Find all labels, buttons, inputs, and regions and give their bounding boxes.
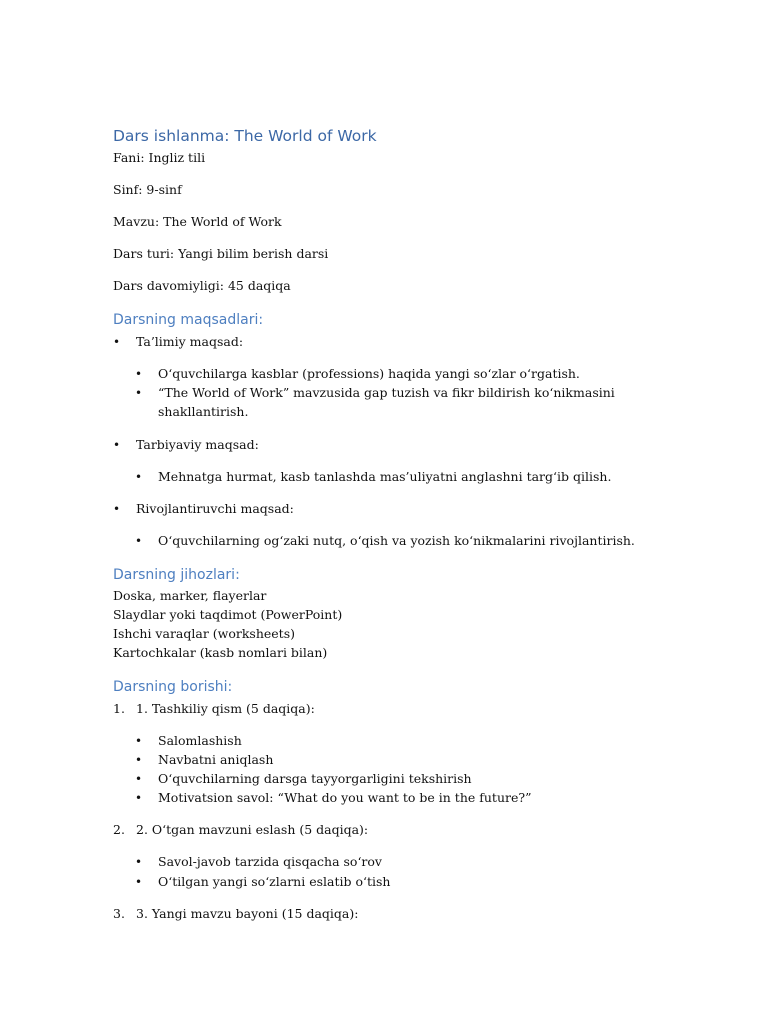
list-item: “The World of Work” mavzusida gap tuzish va fikr bildirish ko‘nikmasini [158,385,615,400]
equipment-item: Kartochkalar (kasb nomlari bilan) [113,645,328,660]
step-number: 3. [113,906,125,921]
list-item: Navbatni aniqlash [158,752,274,767]
step-label: 3. Yangi mavzu bayoni (15 daqiqa): [136,906,359,921]
bullet-icon: • [135,855,143,869]
meta-subject: Fani: Ingliz tili [113,150,206,165]
bullet-icon: • [135,367,143,381]
list-item: Motivatsion savol: “What do you want to be in the future?” [158,790,532,805]
document-title: Dars ishlanma: The World of Work [113,127,377,145]
list-item: Salomlashish [158,733,242,748]
equipment-item: Slaydlar yoki taqdimot (PowerPoint) [113,607,343,622]
objective-label-upbringing: Tarbiyaviy maqsad: [136,437,259,452]
meta-grade: Sinf: 9-sinf [113,182,182,197]
list-item: O‘quvchilarning darsga tayyorgarligini tekshirish [158,771,472,786]
bullet-icon: • [135,470,143,484]
meta-topic: Mavzu: The World of Work [113,214,282,229]
bullet-icon: • [135,875,143,889]
bullet-icon: • [135,386,143,400]
step-label: 1. Tashkiliy qism (5 daqiqa): [136,701,315,716]
meta-duration: Dars davomiyligi: 45 daqiqa [113,278,291,293]
step-number: 1. [113,701,125,716]
meta-lesson-type: Dars turi: Yangi bilim berish darsi [113,246,329,261]
list-item: O‘tilgan yangi so‘zlarni eslatib o‘tish [158,874,391,889]
bullet-icon: • [135,734,143,748]
list-item-continuation: shakllantirish. [158,404,249,419]
objective-label-educational: Ta’limiy maqsad: [136,334,244,349]
bullet-icon: • [135,534,143,548]
list-item: Mehnatga hurmat, kasb tanlashda mas’uliyatni anglashni targ‘ib qilish. [158,469,612,484]
equipment-heading: Darsning jihozlari: [113,567,240,583]
equipment-item: Ishchi varaqlar (worksheets) [113,626,295,641]
bullet-icon: • [135,753,143,767]
bullet-icon: • [113,438,121,452]
step-number: 2. [113,822,125,837]
objectives-heading: Darsning maqsadlari: [113,312,264,328]
list-item: O‘quvchilarga kasblar (professions) haqida yangi so‘zlar o‘rgatish. [158,366,580,381]
bullet-icon: • [113,335,121,349]
objective-label-developmental: Rivojlantiruvchi maqsad: [136,501,294,516]
bullet-icon: • [113,502,121,516]
bullet-icon: • [135,791,143,805]
step-label: 2. O‘tgan mavzuni eslash (5 daqiqa): [136,822,369,837]
list-item: O‘quvchilarning og‘zaki nutq, o‘qish va yozish ko‘nikmalarini rivojlantirish. [158,533,635,548]
equipment-item: Doska, marker, flayerlar [113,588,267,603]
procedure-heading: Darsning borishi: [113,679,233,695]
list-item: Savol-javob tarzida qisqacha so‘rov [158,854,382,869]
bullet-icon: • [135,772,143,786]
